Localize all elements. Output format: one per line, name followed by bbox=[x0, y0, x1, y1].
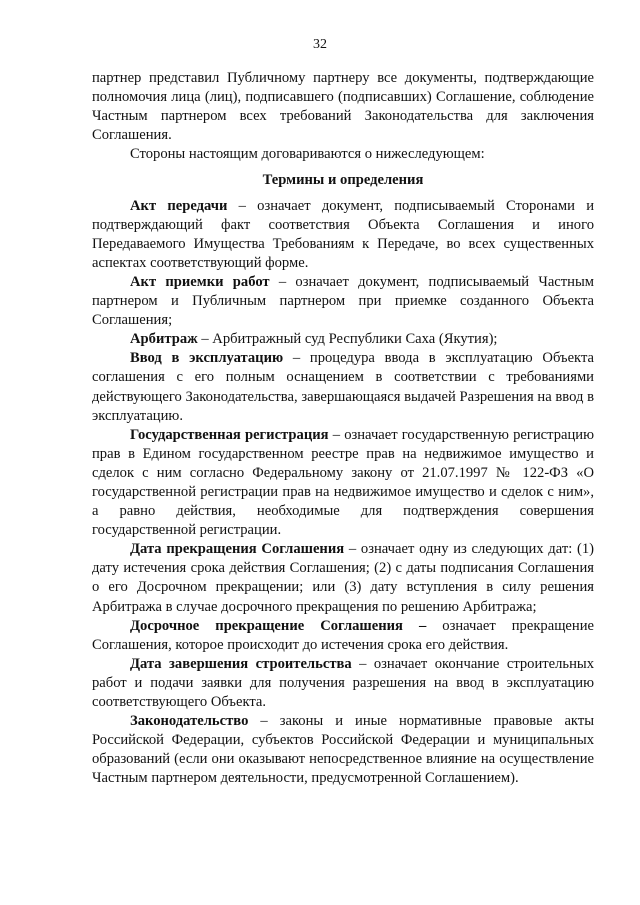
definition-term: Дата прекращения Соглашения bbox=[130, 541, 345, 558]
intro-paragraph: партнер представил Публичному партнеру все документы, подтверждающие полномочия лица (лиц), подписавшего (подписавших) Соглашение, соблюдение Частным партнером всех требований Законодательства для заключения Соглашения. bbox=[92, 70, 594, 144]
page-number: 32 bbox=[313, 37, 327, 52]
definition-term: Государственная регистрация bbox=[130, 426, 329, 443]
section-heading: Термины и определения bbox=[262, 172, 424, 189]
definition-text: – означает одну из следующих дат: (1) дату истечения срока действия Соглашения; (2) с даты подписания Соглашения о его Досрочном прекращении; или (3) дату вступления в силу решения Арбитража в случае досрочного прекращения по решению Арбитража; bbox=[92, 541, 595, 615]
definition-term: Ввод в эксплуатацию bbox=[130, 350, 284, 367]
definition-paragraph bbox=[92, 712, 594, 788]
definition-paragraph bbox=[92, 330, 594, 349]
definition-term: Дата завершения строительства bbox=[130, 655, 352, 672]
definition-term: Акт приемки работ bbox=[130, 273, 270, 290]
agreement-paragraph: Стороны настоящим договариваются о нижеследующем: bbox=[130, 146, 485, 163]
definition-paragraph bbox=[92, 617, 594, 655]
definition-text: – процедура ввода в эксплуатацию Объекта соглашения с его полным оснащением в соответствии с требованиями действующего Законодательства, завершающаяся выдачей Разрешения на ввод в эксплуатацию. bbox=[92, 350, 594, 424]
definition-text: – законы и иные нормативные правовые акты Российской Федерации, субъектов Российской Федерации и муниципальных образований (если они оказывают непосредственное влияние на осуществление Частным партнером деятельности, предусмотренной Соглашением). bbox=[92, 713, 594, 787]
definition-term: Досрочное прекращение Соглашения – bbox=[130, 617, 427, 634]
definition-term: Арбитраж bbox=[130, 331, 198, 348]
definition-term: Законодательство bbox=[130, 713, 249, 730]
definition-paragraph bbox=[92, 426, 594, 541]
definition-text: означает прекращение Соглашения, которое происходит до истечения срока его действия. bbox=[92, 617, 595, 653]
definition-text: – означает документ, подписываемый Сторонами и подтверждающий факт соответствия Объекта Соглашения и иного Передаваемого Имущества Требованиям к Передаче, во всех существенных аспектах соответствующий форме. bbox=[92, 197, 595, 271]
definition-term: Акт передачи bbox=[130, 197, 228, 214]
definition-paragraph bbox=[92, 197, 594, 273]
document-body bbox=[92, 69, 594, 788]
definition-text: – означает окончание строительных работ и подачи заявки для получения разрешения на ввод в эксплуатацию соответствующего Объекта. bbox=[92, 655, 594, 710]
definition-paragraph bbox=[92, 273, 594, 330]
definition-text: – Арбитражный суд Республики Саха (Якутия); bbox=[197, 331, 498, 348]
definition-text: – означает государственную регистрацию прав в Едином государственном реестре прав на недвижимое имущество и сделок с ним согласно Федеральному закону от 21.07.1997 № 122-ФЗ «О государственной регистрации прав на недвижимое имущество и сделок с ним», а равно действия, необходимые для подтверждения совершения государственной регистрации. bbox=[92, 426, 594, 539]
definition-text: – означает документ, подписываемый Частным партнером и Публичным партнером при приемке созданного Объекта Соглашения; bbox=[92, 273, 594, 329]
definition-paragraph bbox=[92, 655, 594, 712]
definition-paragraph bbox=[92, 349, 594, 425]
definition-paragraph bbox=[92, 540, 594, 616]
